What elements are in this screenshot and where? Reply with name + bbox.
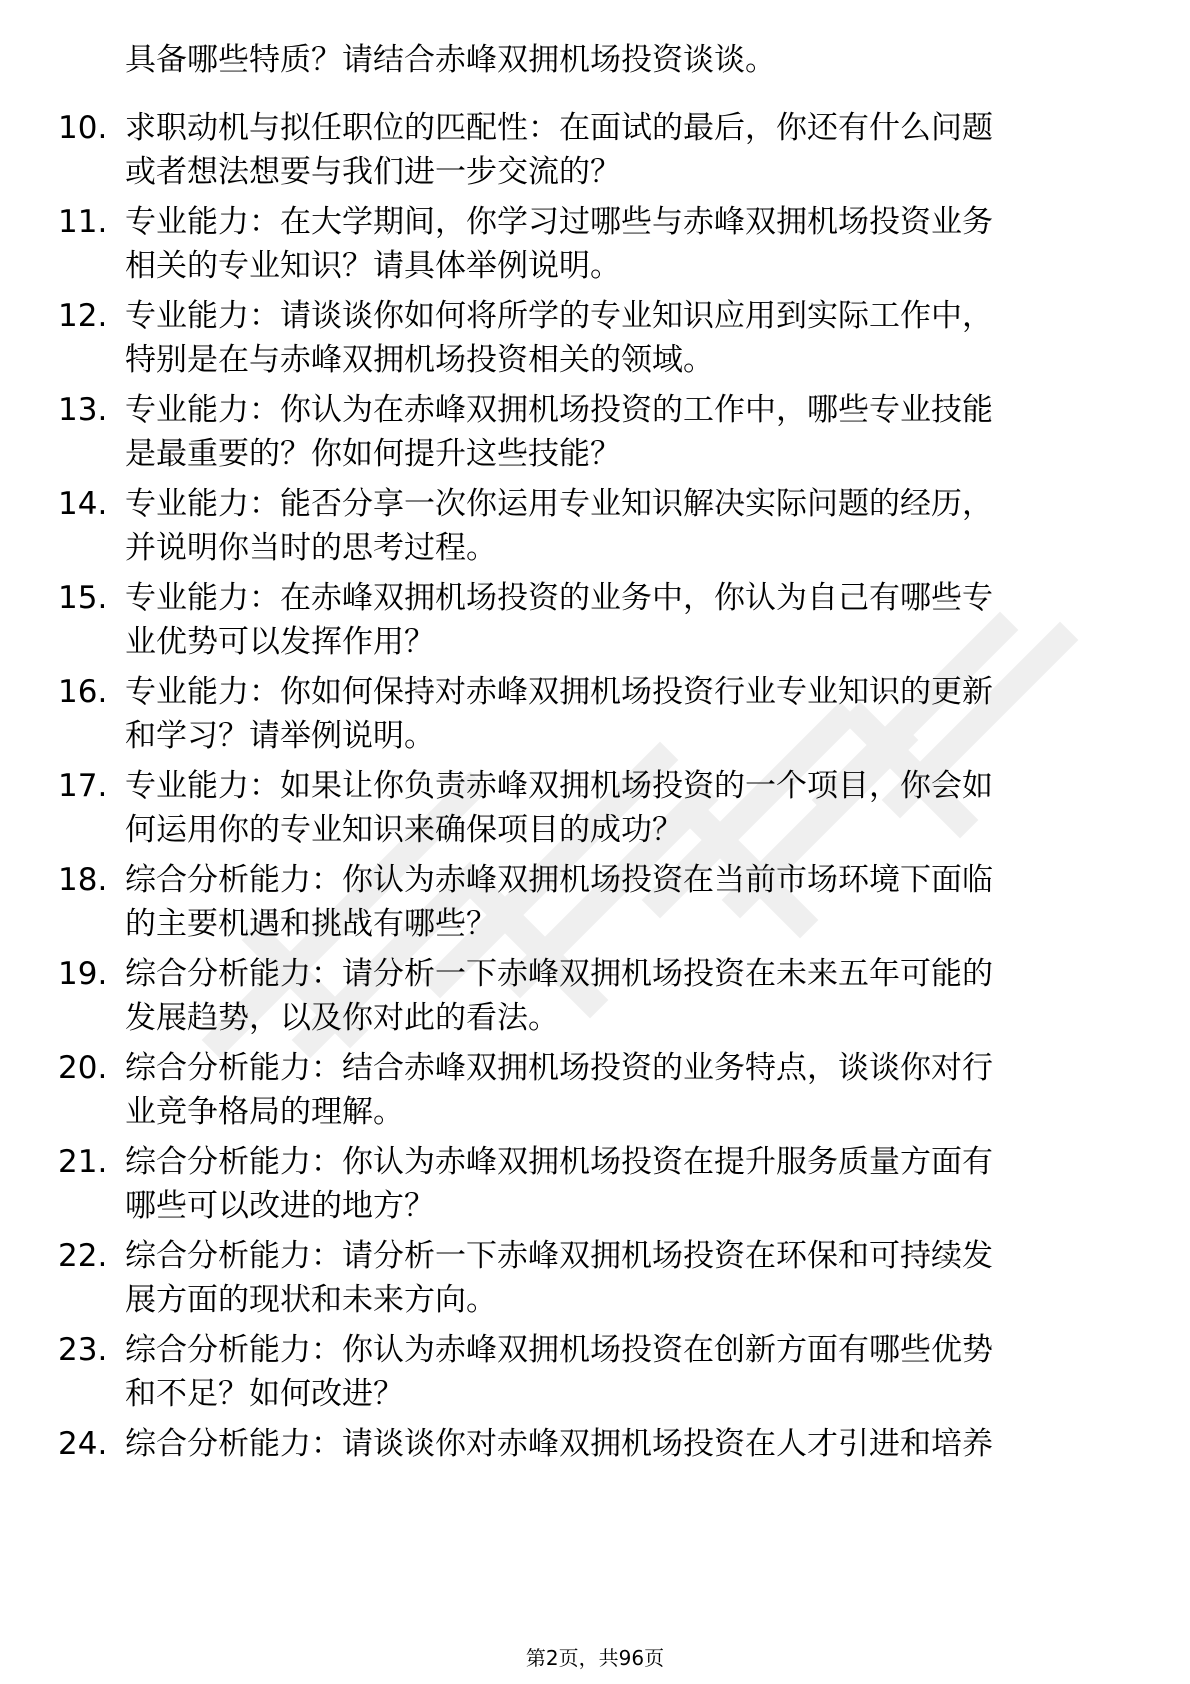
item-line: 或者想法想要与我们进一步交流的？ xyxy=(125,154,621,190)
item-number: 20. xyxy=(58,1050,108,1086)
item-number: 19. xyxy=(58,956,108,992)
page-footer: 第2页，共96页 xyxy=(525,1646,665,1670)
item-number: 16. xyxy=(58,674,108,710)
item-line: 专业能力：你如何保持对赤峰双拥机场投资行业专业知识的更新 xyxy=(125,674,993,710)
item-line: 哪些可以改进的地方？ xyxy=(125,1188,435,1224)
item-line: 业竞争格局的理解。 xyxy=(125,1094,404,1130)
item-number: 22. xyxy=(58,1238,108,1274)
item-line: 发展趋势，以及你对此的看法。 xyxy=(125,1000,559,1036)
item-number: 18. xyxy=(58,862,108,898)
item-line: 业优势可以发挥作用？ xyxy=(125,624,435,660)
item-line: 的主要机遇和挑战有哪些？ xyxy=(125,906,497,942)
item-line: 综合分析能力：请谈谈你对赤峰双拥机场投资在人才引进和培养 xyxy=(125,1426,993,1462)
item-line: 专业能力：在大学期间，你学习过哪些与赤峰双拥机场投资业务 xyxy=(125,204,993,240)
item-line: 是最重要的？你如何提升这些技能？ xyxy=(125,436,621,472)
item-line: 专业能力：能否分享一次你运用专业知识解决实际问题的经历， xyxy=(125,486,993,522)
item-number: 10. xyxy=(58,110,108,146)
item-line: 综合分析能力：请分析一下赤峰双拥机场投资在未来五年可能的 xyxy=(125,956,993,992)
item-number: 14. xyxy=(58,486,108,522)
item-number: 24. xyxy=(58,1426,108,1462)
item-number: 21. xyxy=(58,1144,108,1180)
item-number: 17. xyxy=(58,768,108,804)
item-number: 23. xyxy=(58,1332,108,1368)
item-line: 特别是在与赤峰双拥机场投资相关的领域。 xyxy=(125,342,714,378)
item-line: 专业能力：在赤峰双拥机场投资的业务中，你认为自己有哪些专 xyxy=(125,580,993,616)
item-line: 和不足？如何改进？ xyxy=(125,1376,404,1412)
item-line: 专业能力：请谈谈你如何将所学的专业知识应用到实际工作中， xyxy=(125,298,993,334)
item-line: 并说明你当时的思考过程。 xyxy=(125,530,497,566)
item-line: 综合分析能力：请分析一下赤峰双拥机场投资在环保和可持续发 xyxy=(125,1238,993,1274)
item-line: 求职动机与拟任职位的匹配性：在面试的最后，你还有什么问题 xyxy=(125,110,993,146)
item-line: 展方面的现状和未来方向。 xyxy=(125,1282,497,1318)
item-line: 综合分析能力：你认为赤峰双拥机场投资在创新方面有哪些优势 xyxy=(125,1332,993,1368)
item-line: 和学习？请举例说明。 xyxy=(125,718,435,754)
item-line: 综合分析能力：结合赤峰双拥机场投资的业务特点，谈谈你对行 xyxy=(125,1050,993,1086)
item-line: 专业能力：如果让你负责赤峰双拥机场投资的一个项目，你会如 xyxy=(125,768,993,804)
item-line: 专业能力：你认为在赤峰双拥机场投资的工作中，哪些专业技能 xyxy=(125,392,993,428)
item-number: 11. xyxy=(58,204,108,240)
item-number: 12. xyxy=(58,298,108,334)
item-line: 综合分析能力：你认为赤峰双拥机场投资在提升服务质量方面有 xyxy=(125,1144,993,1180)
item-number: 15. xyxy=(58,580,108,616)
item-number: 13. xyxy=(58,392,108,428)
item-line: 何运用你的专业知识来确保项目的成功？ xyxy=(125,812,683,848)
continuation-line: 具备哪些特质？请结合赤峰双拥机场投资谈谈。 xyxy=(125,42,776,78)
item-line: 综合分析能力：你认为赤峰双拥机场投资在当前市场环境下面临 xyxy=(125,862,993,898)
item-line: 相关的专业知识？请具体举例说明。 xyxy=(125,248,621,284)
